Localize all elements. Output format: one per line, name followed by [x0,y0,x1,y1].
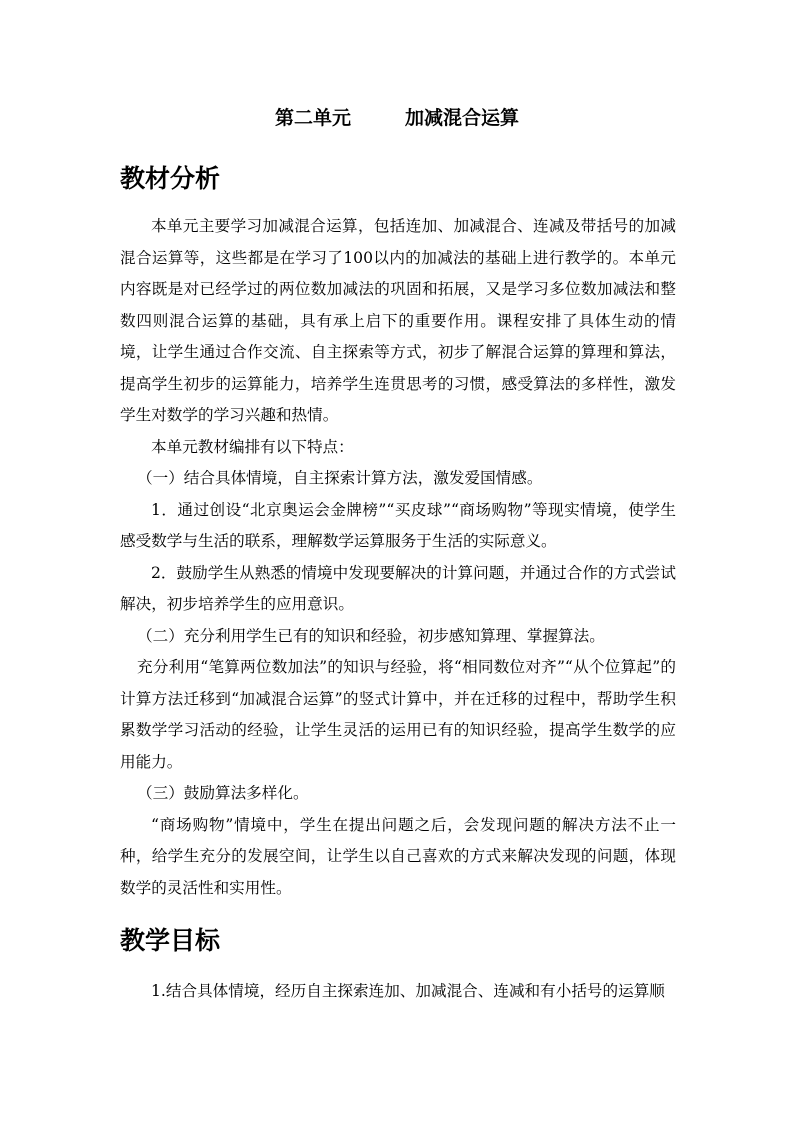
subheading-feature-2: （二）充分利用学生已有的知识和经验，初步感知算理、掌握算法。 [137,626,605,645]
paragraph-feature-3-body: “商场购物”情境中，学生在提出问题之后，会发现问题的解决方法不止一种，给学生充分的发展空间，让学生以自己喜欢的方式来解决发现的问题，体现数学的灵活性和实用性。 [120,815,676,897]
goals-body [120,976,676,1008]
paragraph-goal-1: 1.结合具体情境，经历自主探索连加、加减混合、连减和有小括号的运算顺 [151,982,665,1000]
subheading-feature-1: （一）结合具体情境，自主探索计算方法，激发爱国情感。 [137,469,543,487]
document-title [0,104,794,132]
analysis-body [120,211,676,904]
unit-number: 第二单元 [274,107,351,129]
unit-name: 加减混合运算 [405,107,520,129]
subheading-feature-3: （三）鼓励算法多样化。 [137,784,309,802]
paragraph-feature-2-body: 充分利用“笔算两位数加法”的知识与经验，将“相同数位对齐”“从个位算起”的计算方法迁移到“加减混合运算”的竖式计算中，并在迁移的过程中，帮助学生积累数学学习活动的经验，让学生灵活的运用已有的知识经验，提高学生数学的应用能力。 [120,658,676,771]
paragraph-feature-1-item-1: 1．通过创设“北京奥运会金牌榜”“买皮球”“商场购物”等现实情境，使学生感受数学与生活的联系，理解数学运算服务于生活的实际意义。 [120,500,676,550]
section-heading-goals: 教学目标 [120,926,221,955]
paragraph-feature-1-item-2: 2．鼓励学生从熟悉的情境中发现要解决的计算问题，并通过合作的方式尝试解决，初步培养学生的应用意识。 [120,563,676,613]
paragraph-intro: 本单元主要学习加减混合运算，包括连加、加减混合、连减及带括号的加减混合运算等，这些都是在学习了100以内的加减法的基础上进行教学的。本单元内容既是对已经学过的两位数加减法的巩固和拓展，又是学习多位数加减法和整数四则混合运算的基础，具有承上启下的重要作用。课程安排了具体生动的情境，让学生通过合作交流、自主探索等方式，初步了解混合运算的算理和算法，提高学生初步的运算能力，培养学生连贯思考的习惯，感受算法的多样性，激发学生对数学的学习兴趣和热情。 [120,217,676,424]
paragraph-features-lead: 本单元教材编排有以下特点： [151,437,354,456]
section-heading-analysis: 教材分析 [120,164,221,193]
